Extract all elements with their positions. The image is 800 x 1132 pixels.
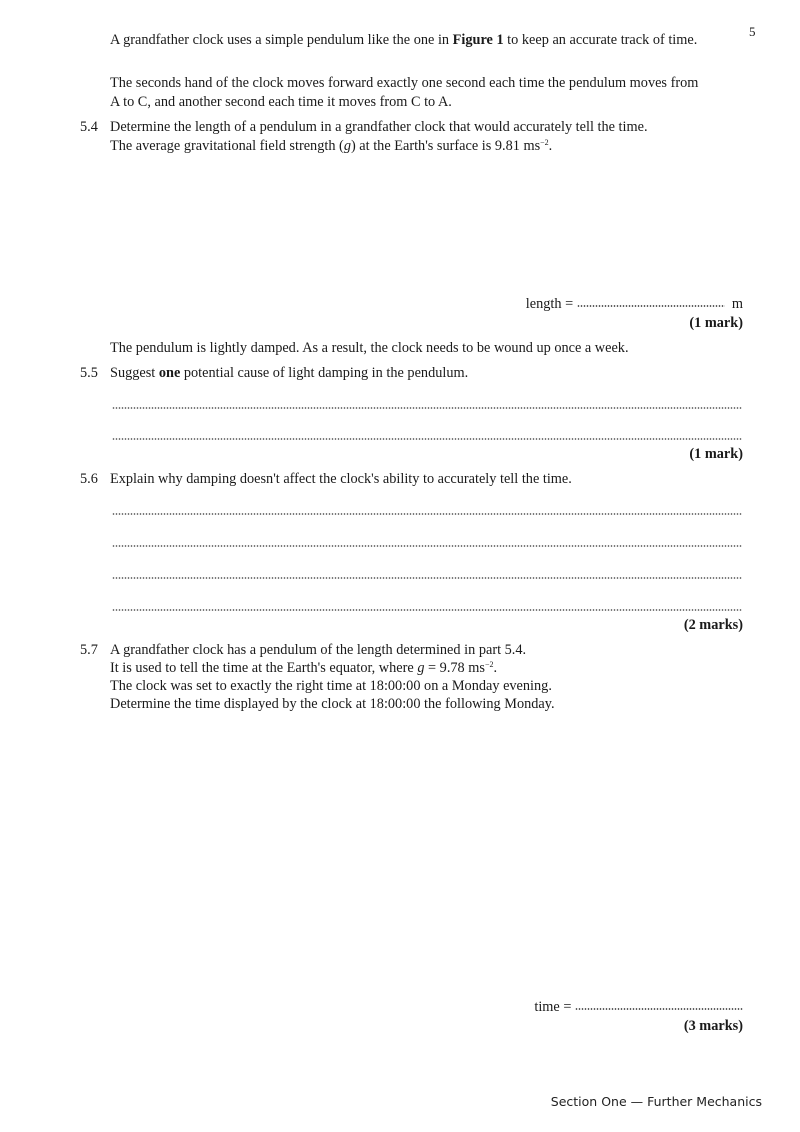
answer-unit: m	[731, 296, 743, 312]
text: .	[493, 660, 498, 676]
text: ) at the Earth's surface is 9.81 ms	[350, 138, 541, 154]
intro-line-3: A to C, and another second each time it moves from C to A.	[110, 94, 452, 110]
marks-label: (1 mark)	[689, 315, 743, 331]
page-footer: Section One — Further Mechanics	[550, 1094, 762, 1109]
text: potential cause of light damping in the pendulum.	[180, 365, 469, 381]
question-5-4-line-2	[110, 137, 552, 156]
text: It is used to tell the time at the Earth's equator, where	[110, 660, 418, 676]
question-5-4-line-1: Determine the length of a pendulum in a grandfather clock that would accurately tell the time.	[110, 119, 648, 135]
marks-5-6	[684, 617, 743, 634]
question-5-7-line-4: Determine the time displayed by the clock at 18:00:00 the following Monday.	[110, 696, 555, 712]
marks-5-7	[684, 1018, 743, 1035]
intro-line-2: The seconds hand of the clock moves forward exactly one second each time the pendulum moves from	[110, 75, 699, 91]
marks-label: (2 marks)	[683, 617, 743, 633]
text: The average gravitational field strength (	[110, 138, 344, 154]
emphasis: one	[158, 365, 181, 381]
answer-dots[interactable]	[575, 1008, 743, 1010]
variable-g: g	[417, 660, 425, 676]
intro-line-1	[110, 31, 697, 50]
figure-reference: Figure 1	[452, 32, 504, 48]
marks-label: (3 marks)	[683, 1018, 743, 1034]
question-5-7-line-1: A grandfather clock has a pendulum of the length determined in part 5.4.	[110, 642, 527, 658]
answer-line-5-5-1[interactable]	[112, 407, 742, 409]
marks-label: (1 mark)	[689, 446, 743, 462]
damping-note: The pendulum is lightly damped. As a result, the clock needs to be wound up once a week.	[110, 340, 629, 356]
answer-line-5-6-4[interactable]	[112, 609, 742, 611]
text: .	[548, 138, 553, 154]
question-number-5-7: 5.7	[80, 642, 98, 658]
variable-g: g	[343, 138, 351, 154]
question-5-5-text	[110, 364, 468, 383]
question-5-7-line-2	[110, 659, 497, 678]
answer-line-5-6-3[interactable]	[112, 577, 742, 579]
answer-line-5-6-2[interactable]	[112, 545, 742, 547]
page-number: 5	[749, 24, 756, 39]
superscript: −2	[484, 660, 494, 669]
intro-text: A grandfather clock uses a simple pendulum like the one in	[110, 32, 453, 48]
text: = 9.78 ms	[424, 660, 485, 676]
answer-label: length =	[525, 296, 574, 312]
answer-line-5-6-1[interactable]	[112, 513, 742, 515]
question-5-6-text: Explain why damping doesn't affect the clock's ability to accurately tell the time.	[110, 471, 572, 487]
superscript: −2	[540, 138, 549, 147]
text: Suggest	[110, 365, 159, 381]
answer-label: time =	[534, 999, 572, 1015]
answer-line-5-5-2[interactable]	[112, 438, 742, 440]
time-answer-field[interactable]	[534, 999, 743, 1016]
question-number-5-5: 5.5	[80, 365, 98, 381]
question-number-5-4: 5.4	[80, 119, 98, 135]
answer-dots[interactable]	[577, 305, 725, 307]
question-number-5-6: 5.6	[80, 471, 98, 487]
length-answer-field[interactable]	[526, 296, 743, 313]
marks-5-4	[689, 315, 743, 332]
question-5-7-line-3: The clock was set to exactly the right time at 18:00:00 on a Monday evening.	[110, 678, 552, 694]
intro-text: to keep an accurate track of time.	[503, 32, 698, 48]
marks-5-5	[689, 446, 743, 463]
